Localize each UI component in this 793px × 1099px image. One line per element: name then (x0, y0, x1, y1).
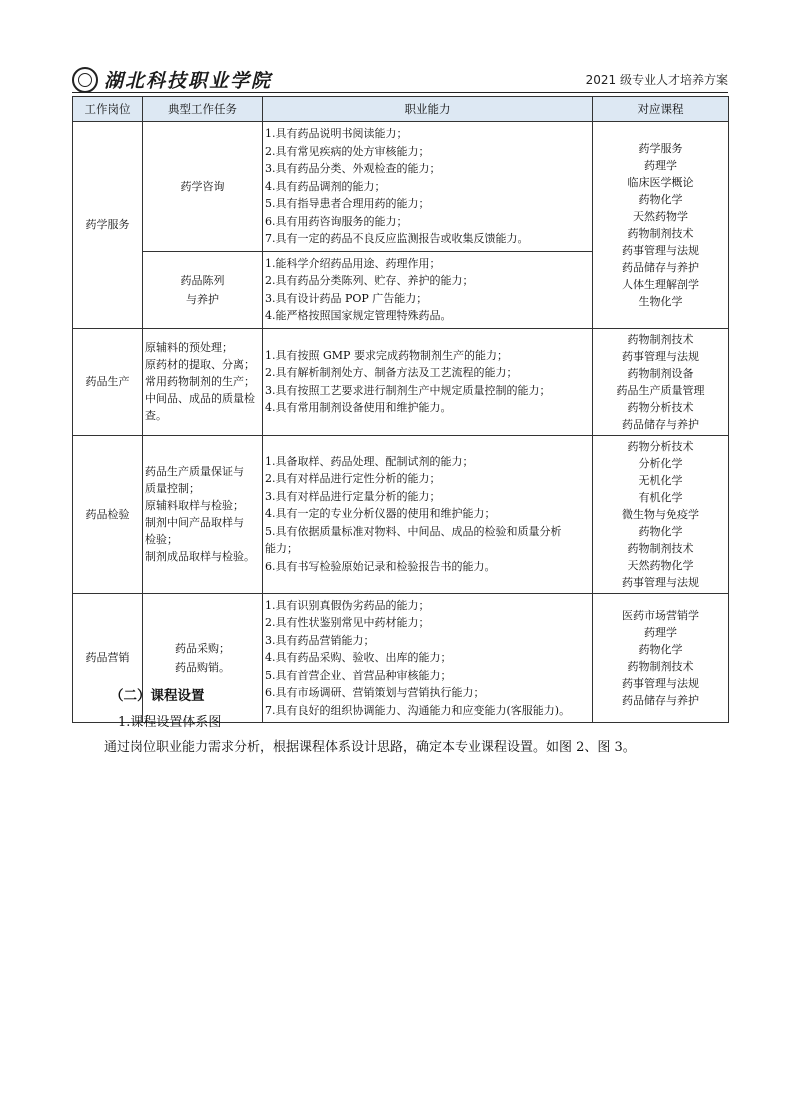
course-cell-line: 医药市场营销学 (622, 608, 699, 622)
ability-cell-line: 2.具有对样品进行定性分析的能力； (265, 472, 441, 486)
ability-cell-line: 6.具有市场调研、营销策划与营销执行能力； (265, 686, 485, 699)
header-course: 对应课程 (593, 97, 729, 122)
course-cell (593, 435, 729, 593)
course-cell-line: 药物化学 (638, 524, 683, 538)
course-cell-line: 药学服务 (638, 141, 683, 155)
course-cell-line: 分析化学 (638, 456, 683, 470)
course-cell-line: 生物化学 (638, 294, 683, 308)
course-cell-line: 临床医学概论 (627, 175, 694, 189)
task-cell-line: 常用药物制剂的生产； (145, 375, 255, 388)
course-cell-line: 药事管理与法规 (622, 575, 699, 589)
course-cell-line: 药事管理与法规 (622, 676, 699, 690)
task-cell-line: 制剂中间产品取样与 (145, 516, 244, 529)
school-name: 湖北科技职业学院 (104, 70, 273, 92)
course-cell-line: 药事管理与法规 (622, 243, 699, 257)
ability-cell-line: 1.能科学介绍药品用途、药理作用； (265, 256, 441, 270)
ability-cell (263, 593, 593, 723)
course-cell-line: 药事管理与法规 (622, 349, 699, 363)
ability-cell-line: 5.具有依据质量标准对物料、中间品、成品的检验和质量分析 (265, 524, 562, 538)
task-cell-line: 中间品、成品的质量检 (145, 392, 255, 405)
ability-cell-line: 3.具有药品营销能力； (265, 633, 375, 647)
course-cell-line: 药物制剂技术 (627, 226, 694, 240)
ability-cell-line: 4.能严格按照国家规定管理特殊药品。 (265, 309, 452, 322)
task-cell-line: 检验； (145, 533, 178, 546)
ability-cell-line: 5.具有指导患者合理用药的能力； (265, 197, 430, 210)
ability-cell-line: 1.具有按照 GMP 要求完成药物制剂生产的能力； (265, 348, 508, 362)
task-cell-line: 质量控制； (145, 482, 200, 495)
ability-cell-line: 6.具有用药咨询服务的能力； (265, 214, 408, 228)
course-cell-line: 药物化学 (638, 192, 683, 206)
course-cell (593, 593, 729, 723)
table-row (73, 435, 729, 593)
task-cell-line: 药品购销。 (175, 660, 230, 674)
course-cell-line: 药品储存与养护 (622, 260, 699, 274)
ability-cell (263, 122, 593, 252)
section-title: （二）课程设置 (110, 688, 205, 704)
ability-cell-line: 2.具有解析制剂处方、制备方法及工艺流程的能力； (265, 366, 518, 379)
ability-cell-line: 4.具有药品调剂的能力； (265, 179, 386, 193)
table-row (73, 122, 729, 252)
post-cell: 药品营销 (73, 593, 143, 723)
ability-cell-line: 1.具备取样、药品处理、配制试剂的能力； (265, 454, 474, 468)
post-cell: 药品检验 (73, 435, 143, 593)
course-cell (593, 328, 729, 435)
subsection-title: 1.课程设置体系图 (118, 715, 222, 730)
course-cell-line: 无机化学 (638, 473, 683, 487)
post-cell: 药品生产 (73, 328, 143, 435)
task-cell (143, 435, 263, 593)
course-cell-line: 有机化学 (638, 490, 683, 504)
ability-cell-line: 2.具有常见疾病的处方审核能力； (265, 144, 430, 158)
task-cell-line: 制剂成品取样与检验。 (145, 550, 255, 563)
task-cell-line: 药品陈列 (180, 273, 225, 287)
table-header-row (73, 97, 729, 122)
ability-cell-line: 能力； (265, 542, 298, 556)
course-cell-line: 药物分析技术 (627, 400, 694, 414)
ability-cell (263, 435, 593, 593)
course-cell-line: 微生物与免疫学 (622, 507, 699, 521)
task-cell (143, 328, 263, 435)
body-paragraph: 通过岗位职业能力需求分析，根据课程体系设计思路，确定本专业课程设置。如图 2、图 3。 (104, 740, 636, 755)
task-cell-line: 原药材的提取、分离； (145, 358, 255, 371)
ability-cell-line: 5.具有首营企业、首营品种审核能力； (265, 668, 452, 682)
ability-cell-line: 3.具有设计药品 POP 广告能力； (265, 291, 428, 305)
course-cell-line: 人体生理解剖学 (622, 277, 699, 291)
school-logo (72, 66, 272, 93)
task-cell-line: 药学咨询 (180, 179, 225, 193)
course-cell-line: 药理学 (644, 625, 677, 639)
course-cell (593, 122, 729, 329)
table-row (73, 328, 729, 435)
ability-cell-line: 4.具有常用制剂设备使用和维护能力。 (265, 401, 452, 414)
post-cell: 药学服务 (73, 122, 143, 329)
ability-cell-line: 7.具有一定的药品不良反应监测报告或收集反馈能力。 (265, 232, 529, 245)
course-cell-line: 天然药物学 (633, 209, 688, 223)
course-cell-line: 药品生产质量管理 (616, 383, 705, 397)
course-cell-line: 药物制剂技术 (627, 332, 694, 346)
course-cell-line: 药物制剂技术 (627, 541, 694, 555)
task-cell-line: 原辅料取样与检验； (145, 499, 244, 512)
page-header (72, 66, 728, 92)
document-title: 2021 级专业人才培养方案 (585, 73, 728, 87)
header-post: 工作岗位 (73, 97, 143, 122)
task-cell-line: 药品采购； (175, 641, 230, 655)
header-task: 典型工作任务 (143, 97, 263, 122)
ability-cell-line: 6.具有书写检验原始记录和检验报告书的能力。 (265, 559, 496, 573)
task-cell-line: 原辅料的预处理； (145, 341, 233, 354)
ability-cell-line: 3.具有按照工艺要求进行制剂生产中规定质量控制的能力； (265, 383, 551, 397)
course-cell-line: 药品储存与养护 (622, 417, 699, 431)
course-cell-line: 药物化学 (638, 642, 683, 656)
task-cell-line: 与养护 (186, 292, 219, 306)
course-cell-line: 药理学 (644, 158, 677, 172)
ability-cell-line: 2.具有性状鉴别常见中药材能力； (265, 616, 430, 629)
course-cell-line: 药物分析技术 (627, 439, 694, 453)
ability-cell-line: 4.具有一定的专业分析仪器的使用和维护能力； (265, 507, 496, 521)
ability-cell-line: 1.具有识别真假伪劣药品的能力； (265, 598, 430, 612)
task-cell-line: 查。 (145, 409, 167, 422)
course-cell-line: 天然药物化学 (627, 558, 694, 572)
course-cell-line: 药物制剂技术 (627, 659, 694, 673)
ability-cell-line: 2.具有药品分类陈列、贮存、养护的能力； (265, 274, 474, 287)
seal-icon (72, 67, 98, 93)
task-cell (143, 251, 263, 328)
header-ability: 职业能力 (263, 97, 593, 122)
ability-cell-line: 4.具有药品采购、验收、出库的能力； (265, 651, 452, 664)
header-divider (72, 92, 728, 93)
ability-cell-line: 7.具有良好的组织协调能力、沟通能力和应变能力(客服能力)。 (265, 703, 571, 717)
task-cell-line: 药品生产质量保证与 (145, 465, 244, 478)
ability-cell (263, 251, 593, 328)
ability-cell-line: 3.具有对样品进行定量分析的能力； (265, 489, 441, 503)
task-cell (143, 122, 263, 252)
course-cell-line: 药物制剂设备 (627, 366, 694, 380)
ability-cell (263, 328, 593, 435)
ability-cell-line: 3.具有药品分类、外观检查的能力； (265, 162, 441, 175)
ability-cell-line: 1.具有药品说明书阅读能力； (265, 127, 408, 140)
course-cell-line: 药品储存与养护 (622, 693, 699, 707)
competency-table (72, 96, 729, 723)
